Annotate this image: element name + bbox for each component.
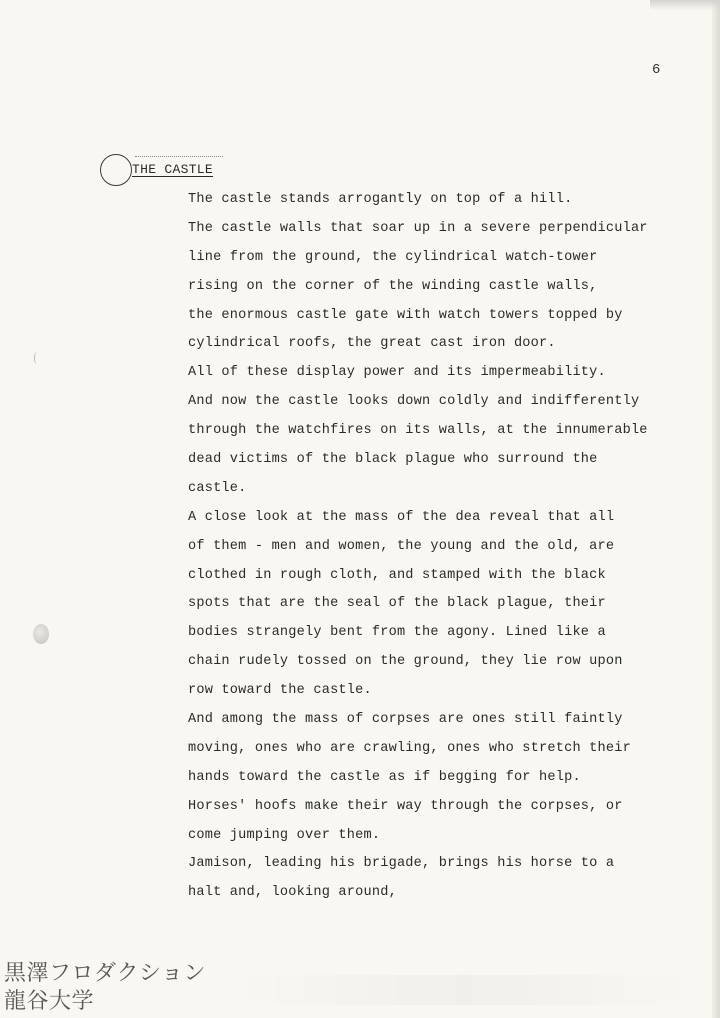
script-body [188,186,708,908]
watermark-line-1: 黒澤フロダクション [4,961,207,986]
script-line: hands toward the castle as if begging for help. [188,769,581,785]
script-line: the enormous castle gate with watch towers topped by [188,307,623,323]
script-line: through the watchfires on its walls, at the innumerable [188,423,648,439]
heading-dotted-line [135,156,223,157]
script-line: The castle walls that soar up in a severe perpendicular [188,220,648,236]
script-line: row toward the castle. [188,683,372,699]
script-line: Horses' hoofs make their way through the corpses, or [188,798,623,814]
script-line: dead victims of the black plague who surround the [188,452,598,468]
script-line: And now the castle looks down coldly and indifferently [188,394,640,410]
script-line: moving, ones who are crawling, ones who stretch their [188,740,631,756]
script-line: The castle stands arrogantly on top of a hill. [188,192,573,207]
watermark-line-2: 龍谷大学 [4,989,95,1014]
bottom-smudge [230,975,700,1005]
margin-mark [34,352,39,364]
page-number: 6 [652,62,661,78]
script-line: A close look at the mass of the dea reveal that all [188,509,615,525]
scene-heading: THE CASTLE [132,162,214,177]
script-line: All of these display power and its impermeability. [188,365,606,381]
script-line: castle. [188,480,247,496]
script-line: rising on the corner of the winding castle walls, [188,278,598,294]
script-line: And among the mass of corpses are ones still faintly [188,712,623,728]
script-line: clothed in rough cloth, and stamped with the black [188,567,606,583]
page-corner-shadow [650,0,720,10]
script-line: chain rudely tossed on the ground, they lie row upon [188,654,623,670]
circle-mark-icon [100,154,132,186]
script-line: line from the ground, the cylindrical watch-tower [188,249,598,265]
script-line: cylindrical roofs, the great cast iron door. [188,336,556,352]
script-line: bodies strangely bent from the agony. Lined like a [188,625,606,641]
script-line: come jumping over them. [188,827,381,843]
script-line: spots that are the seal of the black plague, their [188,596,606,612]
script-line: Jamison, leading his brigade, brings his horse to a [188,856,615,872]
script-line: of them - men and women, the young and the old, are [188,538,615,554]
archive-watermark [4,960,206,1016]
punch-hole [33,624,49,644]
page-edge-shadow [712,0,720,1018]
script-line: halt and, looking around, [188,885,397,901]
